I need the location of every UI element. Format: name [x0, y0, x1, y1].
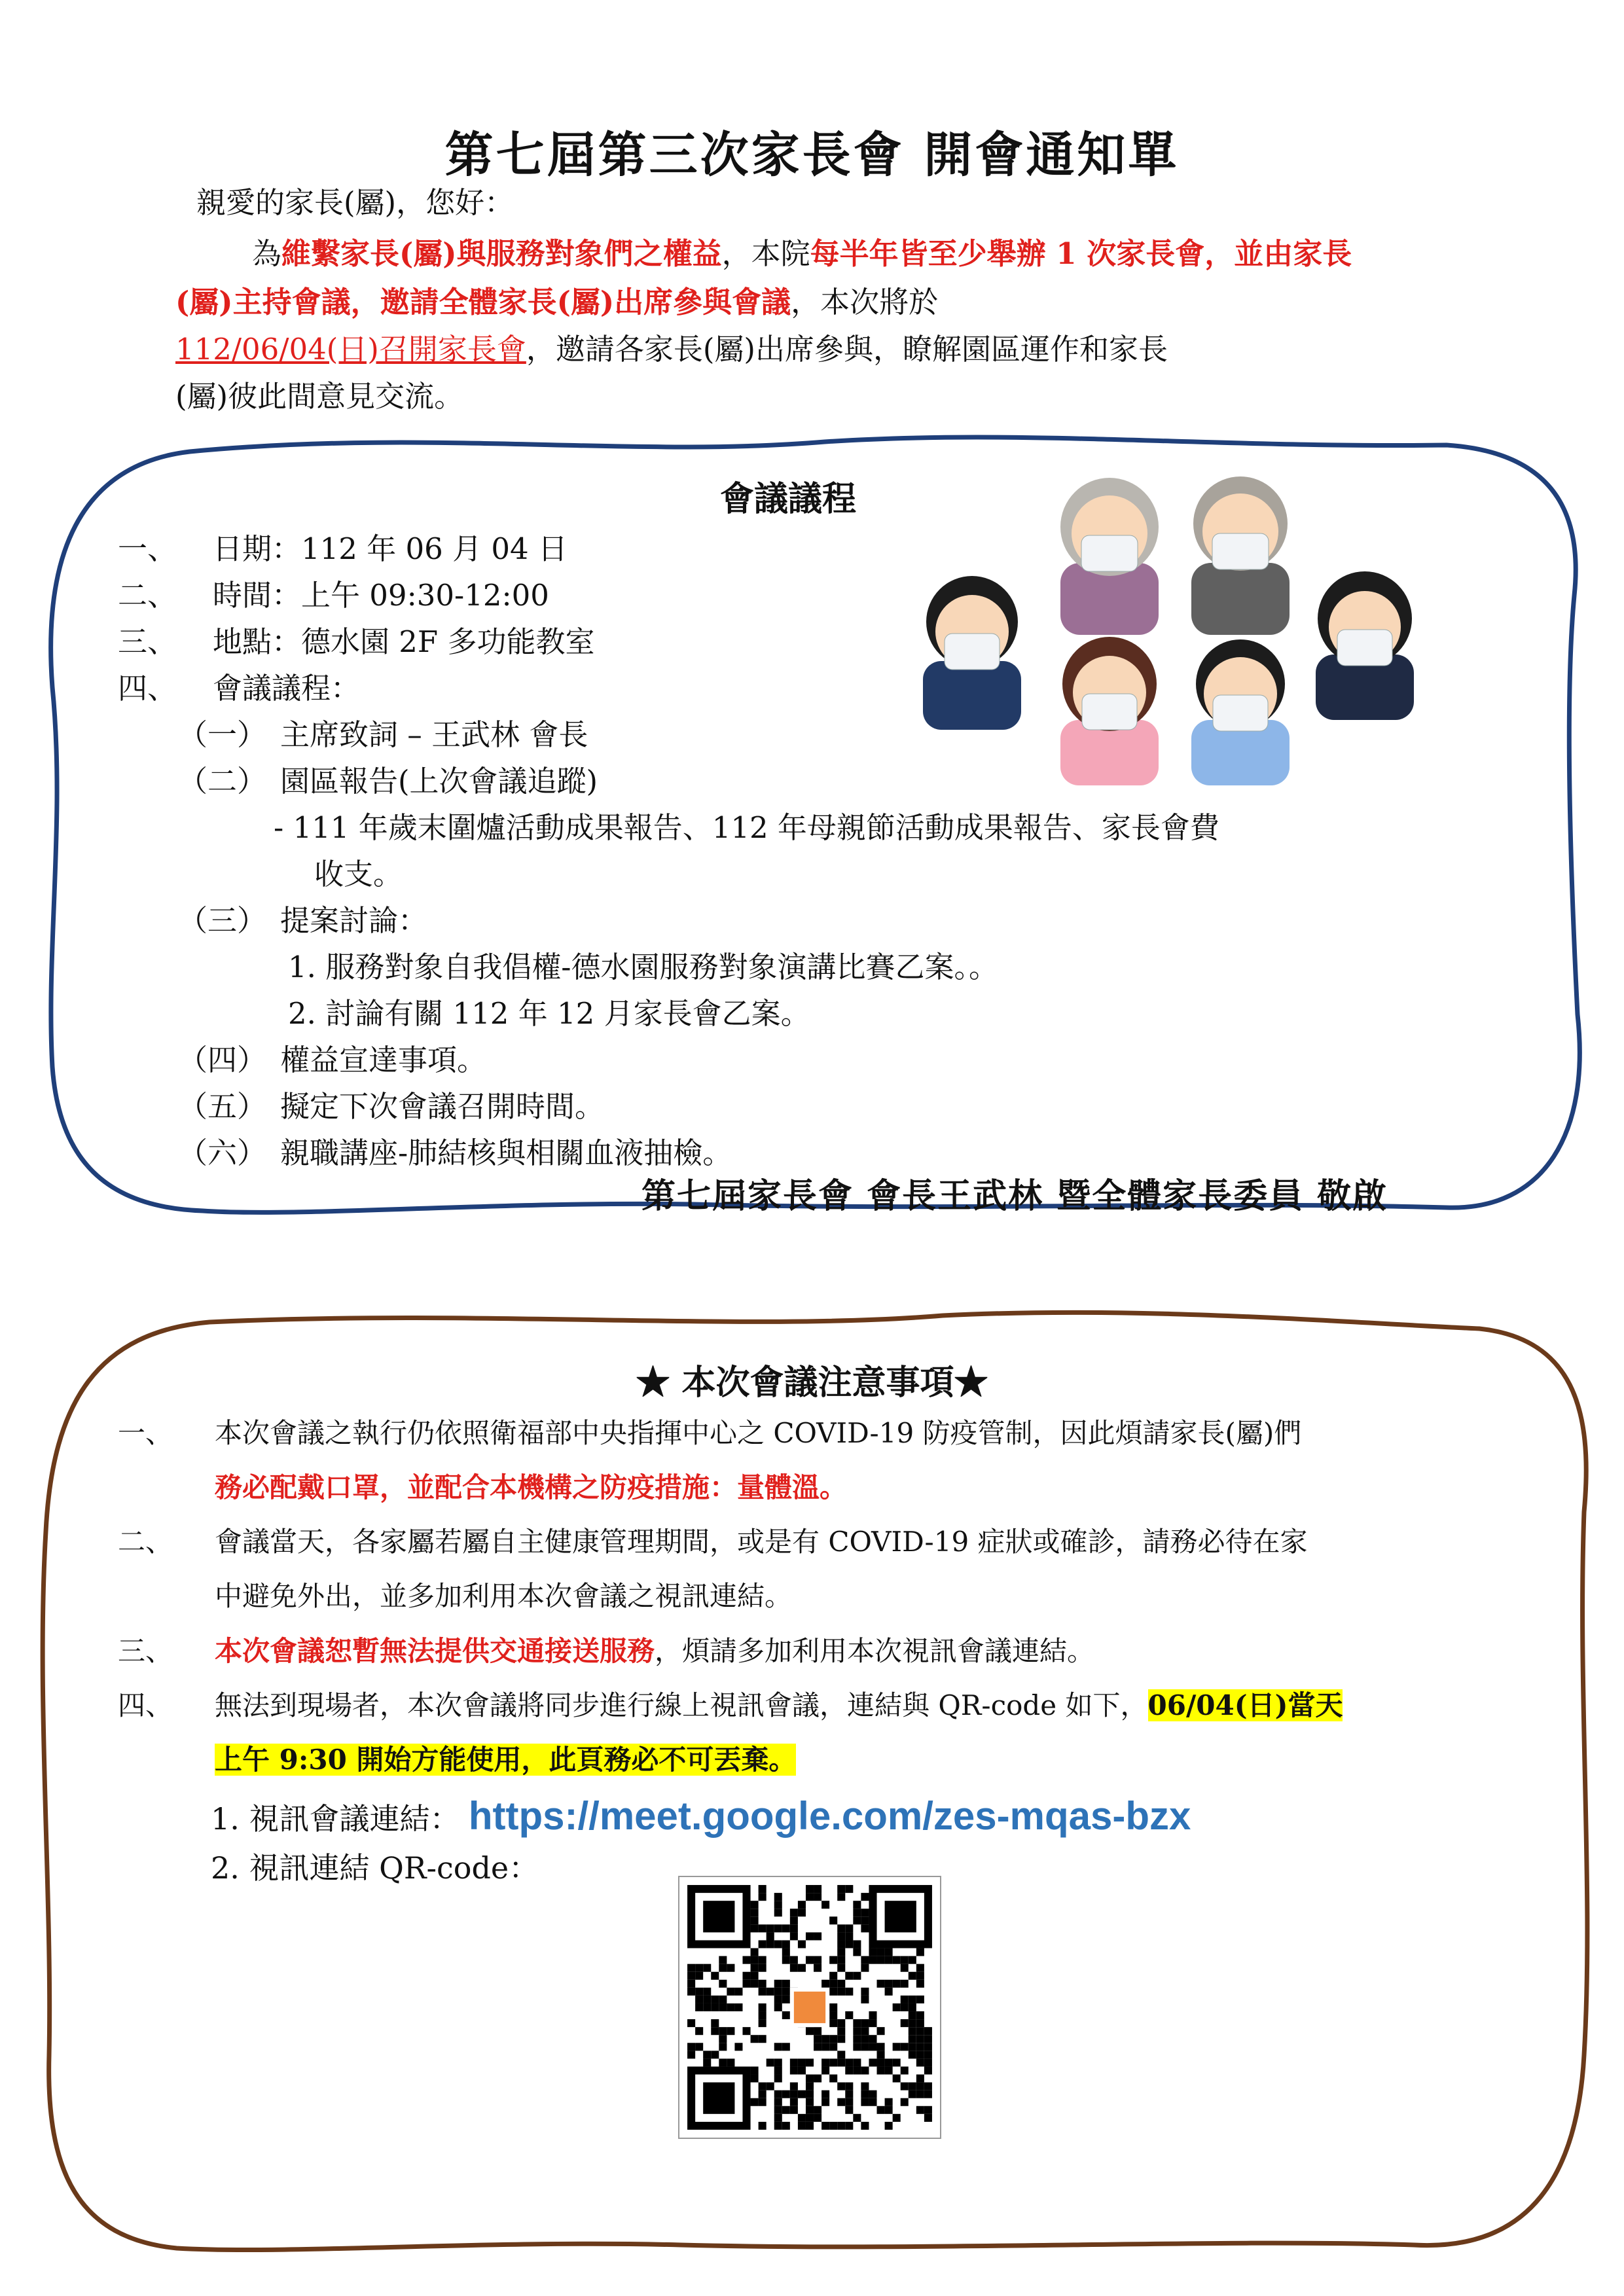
- agenda-sub-text: 親職講座-肺結核與相關血液抽檢。: [280, 1136, 732, 1170]
- agenda-sub-text: 擬定下次會議召開時間。: [280, 1089, 605, 1124]
- qr-code-image: [678, 1876, 941, 2139]
- intro-text: ，本次將於: [791, 285, 939, 319]
- notice-text-red: 務必配戴口罩，並配合本機構之防疫措施：量體溫。: [215, 1471, 848, 1503]
- girl-icon: [1060, 637, 1159, 785]
- notice-text: 無法到現場者，本次會議將同步進行線上視訊會議，連結與 QR-code 如下，: [215, 1689, 1148, 1721]
- intro-highlight: 每半年皆至少舉辦 1 次家長會，並由家長: [810, 236, 1352, 271]
- agenda-item: 四、: [118, 671, 177, 706]
- masked-family-illustration: [903, 458, 1440, 798]
- notice-line-4b: [215, 1738, 796, 1778]
- agenda-title: 會議議程: [720, 479, 857, 519]
- notice-text: 會議當天，各家屬若屬自主健康管理期間，或是有 COVID-19 症狀或確診，請務必待在家: [215, 1526, 1308, 1558]
- mother-icon: [1316, 571, 1414, 720]
- intro-text: ，本院: [721, 236, 810, 271]
- notice-text: 中避免外出，並多加利用本次會議之視訊連結。: [215, 1580, 793, 1612]
- page-title: 第七屆第三次家長會 開會通知單: [444, 127, 1180, 183]
- notice-num: 三、: [118, 1635, 173, 1667]
- notice-text: 本次會議之執行仍依照衛福部中央指揮中心之 COVID-19 防疫管制，因此煩請家長(屬)們: [215, 1417, 1302, 1449]
- intro-line-3: [175, 325, 1168, 374]
- notice-highlight: 上午 9:30 開始方能使用，此頁務必不可丟棄。: [215, 1744, 797, 1776]
- agenda-item: 三、: [118, 624, 177, 659]
- intro-text: 為: [252, 236, 282, 271]
- greeting: 親愛的家長(屬)，您好：: [196, 185, 514, 220]
- intro-highlight: (屬)主持會議，邀請全體家長(屬)出席參與會議: [175, 285, 791, 319]
- agenda-item-text: 時間：上午 09:30-12:00: [213, 578, 549, 613]
- video-link-row: [211, 1793, 1191, 1839]
- agenda-proposal: 1. 服務對象自我倡權-德水園服務對象演講比賽乙案。。: [288, 950, 998, 984]
- intro-highlight: 維繫家長(屬)與服務對象們之權益: [281, 236, 722, 271]
- agenda-item-text: 會議議程：: [213, 671, 361, 706]
- signature: 第七屆家長會 會長王武林 暨全體家長委員 敬啟: [641, 1176, 1388, 1216]
- agenda-sub-num: （五）: [178, 1089, 267, 1124]
- intro-line-1: [252, 229, 1352, 279]
- notice-title: ★ 本次會議注意事項★: [636, 1363, 988, 1403]
- agenda-sub-num: （二）: [178, 764, 267, 798]
- agenda-sub-num: （三）: [178, 903, 267, 938]
- intro-line-4: (屬)彼此間意見交流。: [175, 379, 464, 414]
- notice-num: 二、: [118, 1526, 173, 1558]
- notice-line-3: [215, 1630, 1094, 1669]
- elderly-man-icon: [1191, 476, 1290, 635]
- agenda-sub-text: 主席致詞 – 王武林 會長: [280, 717, 588, 752]
- agenda-sub-text: 權益宣達事項。: [280, 1043, 487, 1077]
- notice-text: ，煩請多加利用本次視訊會議連結。: [655, 1635, 1095, 1667]
- agenda-item: 一、: [118, 531, 177, 566]
- notice-num: 四、: [118, 1689, 173, 1721]
- notice-line-4: [215, 1684, 1343, 1723]
- agenda-sub-text: 園區報告(上次會議追蹤): [280, 764, 598, 798]
- agenda-item: 二、: [118, 578, 177, 613]
- agenda-item-text: 地點：德水園 2F 多功能教室: [213, 624, 595, 659]
- video-link-label: 1. 視訊會議連結：: [211, 1801, 460, 1837]
- meeting-date-highlight: 112/06/04(日)召開家長會: [175, 332, 526, 367]
- elderly-woman-icon: [1060, 478, 1159, 635]
- intro-line-2: [175, 278, 938, 327]
- agenda-item-text: 日期：112 年 06 月 04 日: [213, 531, 568, 566]
- agenda-proposal: 2. 討論有關 112 年 12 月家長會乙案。: [288, 996, 810, 1031]
- father-icon: [923, 576, 1021, 730]
- intro-text: ，邀請各家長(屬)出席參與，瞭解園區運作和家長: [526, 332, 1168, 367]
- notice-num: 一、: [118, 1417, 173, 1449]
- notice-highlight: 06/04(日)當天: [1147, 1689, 1343, 1721]
- video-meeting-link[interactable]: https://meet.google.com/zes-mqas-bzx: [468, 1794, 1191, 1838]
- agenda-sub-text: 提案討論：: [280, 903, 428, 938]
- agenda-sub-num: （六）: [178, 1136, 267, 1170]
- qr-label: 2. 視訊連結 QR-code：: [211, 1850, 539, 1886]
- boy-icon: [1191, 639, 1290, 785]
- agenda-sub-text: - 111 年歲末圍爐活動成果報告、112 年母親節活動成果報告、家長會費: [274, 810, 1219, 845]
- agenda-sub-num: （四）: [178, 1043, 267, 1077]
- notice-text-red: 本次會議恕暫無法提供交通接送服務: [215, 1635, 655, 1667]
- agenda-sub-num: （一）: [178, 717, 267, 752]
- agenda-sub-text: 收支。: [314, 857, 403, 891]
